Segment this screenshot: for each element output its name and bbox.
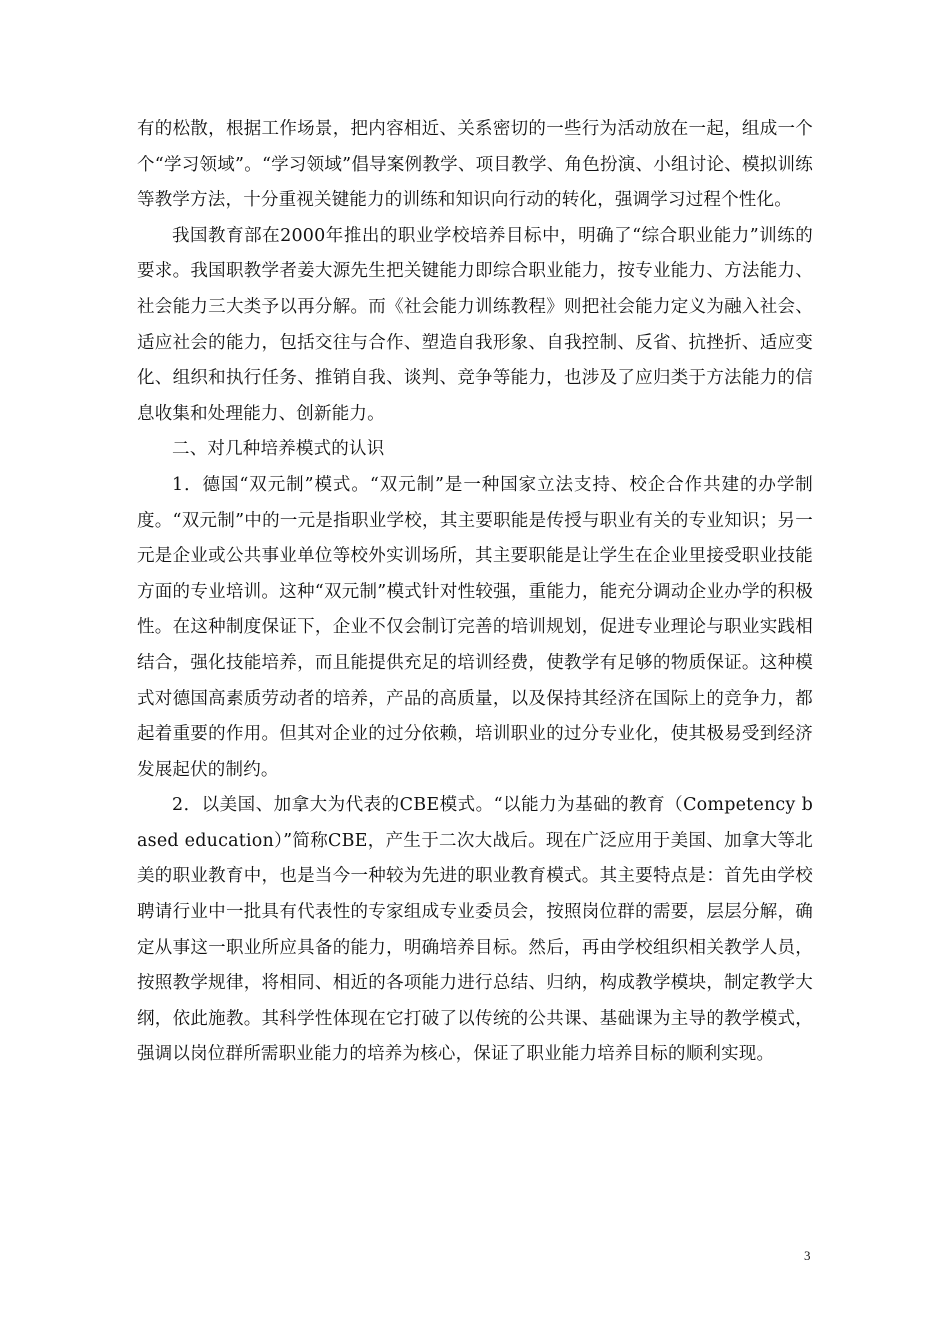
paragraph-dual-system: 1．德国“双元制”模式。“双元制”是一种国家立法支持、校企合作共建的办学制度。“双元制”中的一元是指职业学校，其主要职能是传授与职业有关的专业知识；另一元是企业或公共事业单位等校外实训场所，其主要职能是让学生在企业里接受职业技能方面的专业培训。这种“双元制”模式针对性较强，重能力，能充分调动企业办学的积极性。在这种制度保证下，企业不仅会制订完善的培训规划，促进专业理论与职业实践相结合，强化技能培养，而且能提供充足的培训经费，使教学有足够的物质保证。这种模式对德国高素质劳动者的培养，产品的高质量，以及保持其经济在国际上的竞争力，都起着重要的作用。但其对企业的过分依赖，培训职业的过分专业化，使其极易受到经济发展起伏的制约。 — [137, 474, 813, 780]
page-number: 3 — [804, 1248, 811, 1263]
document-body — [137, 112, 813, 1073]
paragraph-continuation: 有的松散，根据工作场景，把内容相近、关系密切的一些行为活动放在一起，组成一个个“学习领域”。“学习领域”倡导案例教学、项目教学、角色扮演、小组讨论、模拟训练等教学方法，十分重视关键能力的训练和知识向行动的转化，强调学习过程个性化。 — [137, 119, 813, 211]
paragraph-cbe-model: 2．以美国、加拿大为代表的CBE模式。“以能力为基础的教育（Competency based education）”简称CBE，产生于二次大战后。现在广泛应用于美国、加拿大等北美的职业教育中，也是当今一种较为先进的职业教育模式。其主要特点是：首先由学校聘请行业中一批具有代表性的专家组成专业委员会，按照岗位群的需要，层层分解，确定从事这一职业所应具备的能力，明确培养目标。然后，再由学校组织相关教学人员，按照教学规律，将相同、相近的各项能力进行总结、归纳，构成教学模块，制定教学大纲，依此施教。其科学性体现在它打破了以传统的公共课、基础课为主导的教学模式，强调以岗位群所需职业能力的培养为核心，保证了职业能力培养目标的顺利实现。 — [137, 795, 813, 1065]
section-heading: 二、对几种培养模式的认识 — [172, 439, 385, 460]
paragraph-comprehensive-ability: 我国教育部在2000年推出的职业学校培养目标中，明确了“综合职业能力”训练的要求。我国职教学者姜大源先生把关键能力即综合职业能力，按专业能力、方法能力、社会能力三大类予以再分解。而《社会能力训练教程》则把社会能力定义为融入社会、适应社会的能力，包括交往与合作、塑造自我形象、自我控制、反省、抗挫折、适应变化、组织和执行任务、推销自我、谈判、竞争等能力，也涉及了应归类于方法能力的信息收集和处理能力、创新能力。 — [137, 225, 813, 424]
